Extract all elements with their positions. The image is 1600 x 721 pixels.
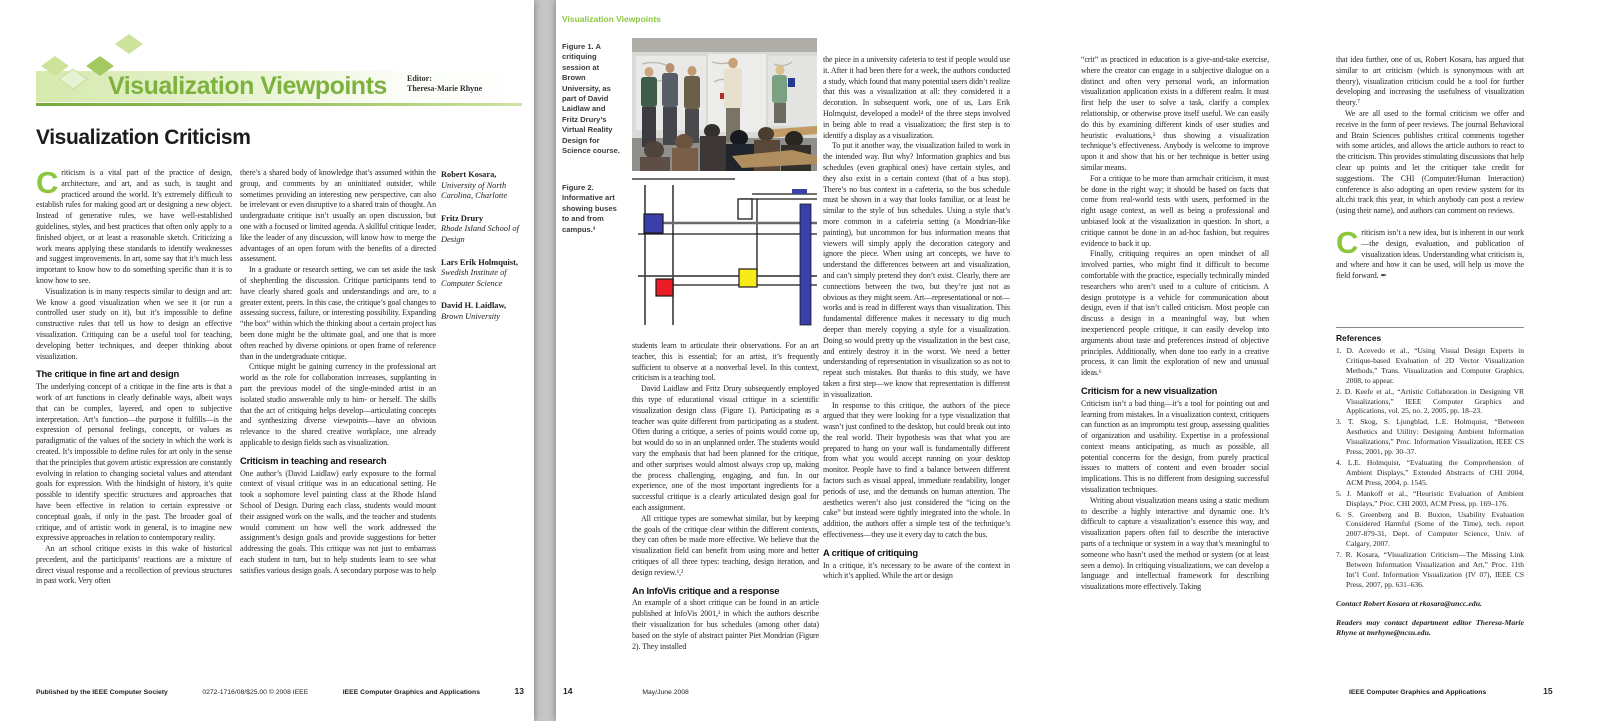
magazine-title: IEEE Computer Graphics and Applications xyxy=(1349,689,1487,696)
references-rule xyxy=(1336,327,1524,328)
page-number: 14 xyxy=(563,686,573,696)
editor-label: Editor: xyxy=(407,74,432,83)
editor-block xyxy=(407,74,482,94)
paragraph: Criticism is a vital part of the practice of design, architecture, and art, and as such, is taught and practiced around the world. It’s extremely difficult to establish rules for making good art or designing a new object. Instead of generative rules, we have well-established guidelines, styles, and best practices that often only apply to a finished object, or at least a reasonable sketch. Criticizing a work means applying these standards to identify weaknesses and suggest improvements. In art, some say that it’s much less important to know how to do something specific than it is to know how to see. xyxy=(36,168,232,285)
author-block xyxy=(441,170,525,202)
publisher-note: Published by the IEEE Computer Society xyxy=(36,689,168,696)
paragraph: All critique types are somewhat similar, but by keeping the goals of the critique clear within the different contexts, they can often be made more effective. We believe that the visualization field can benefit from using more and better critiques of all three types: teaching, design iteration, and design review.¹,² xyxy=(632,513,819,577)
running-head: Visualization Viewpoints xyxy=(562,14,661,24)
reference-item: 3. T. Skog, S. Ljungblad, L.E. Holmquist, “Between Aesthetics and Utility: Designing Ambient Information Visualizations,” Proc. Information Visualization, IEEE CS Press, 2001, pp. 30–37. xyxy=(1336,417,1524,457)
issue-date: May/June 2008 xyxy=(642,689,689,696)
section-heading: Criticism in teaching and research xyxy=(240,454,387,466)
reference-item: 7. R. Kosara, “Visualization Criticism—The Missing Link Between Information Visualization and Art,” Proc. 11th Int’l Conf. Information Visualization (IV 07), IEEE CS Press, 2007, pp. 631–636. xyxy=(1336,550,1524,589)
figure2-caption: Figure 2. Informative art showing buses to and from campus.³ xyxy=(562,183,617,234)
page14-footer xyxy=(563,686,689,696)
section-heading: An InfoVis critique and a response xyxy=(632,584,780,596)
drop-cap: C xyxy=(36,168,59,200)
drop-cap: C xyxy=(1336,224,1359,260)
paragraph: The underlying concept of a critique in the fine arts is that a work of art functions in clearly definable ways, albeit ways that can be complex, layered, and open to subjective interpretation. Art’s function—the purpose it fulfills—is the expression of personal feelings, concepts, or values as paradigmatic of the values of the society in which the work is created. It’s impossible to define rules for art only in the sense that the principles that govern artistic expression are constantly evolving in relation to changing societal values and attendant goals for expression. With the hindsight of history, it’s quite possible to identify specific structures and approaches that have been effective in relation to certain expressive or conceptual goals, if only in the past. The broader goal of critique, and of artistic work in general, is to imagine new expressive approaches in relation to contemporary reality. xyxy=(36,382,232,543)
author-affiliation: Rhode Island School of Design xyxy=(441,224,519,244)
author-affiliation: University of North Carolina, Charlotte xyxy=(441,180,508,201)
paragraph: Critique might be gaining currency in the professional art world as the role for collaboration increases, supplanting in part the previous model of the single-minded artist in an isolated studio answerable only to him- or herself. The skills that the act of critiquing helps develop—articulating concepts and synthesizing diverse viewpoints—have an obvious relevance to the shared creative workplace, one already applicable to design fields such as visualization. xyxy=(240,362,436,447)
figure1-photo xyxy=(632,38,817,171)
paragraph: In a critique, it’s necessary to be aware of the context in which it’s applied. While the art or design xyxy=(823,560,1010,581)
author-name: Fritz Drury xyxy=(441,213,484,223)
closing-paragraph: Criticism isn’t a new idea, but is inherent in our work—the design, evaluation, and publication of visualization ideas. Understanding what criticism is, and where and how it can be used, will help us move the field forward. ✒ xyxy=(1336,224,1524,281)
p14-column-b xyxy=(823,55,1010,665)
author-sidebar xyxy=(441,170,525,335)
paragraph: students learn to articulate their observations. For an art teacher, this is essential; for an artist, it’s frequently sufficient to observe at a nonverbal level. In this context, criticism is a teaching tool. xyxy=(632,341,819,383)
paragraph: that idea further, one of us, Robert Kosara, has argued that similar to art criticism (which is synonymous with art theory), visualization criticism could be a tool for further developing and increasing the usefulness of visualization theory.⁷ xyxy=(1336,55,1524,108)
paragraph: Finally, critiquing requires an open mindset of all involved parties, who might find it difficult to become comfortable with the practice, especially technically minded researchers who aren’t used to a culture of criticism. A design prototype is a vehicle for communication about design, even if that isn’t called criticism. Most people can discuss a design in a meaningful way, but when inexperienced people critique, it can easily develop into arguments about taste and preferences instead of objective principles. Additionally, when done too early in a creative process, it can limit the exploration of new and unusual ideas.⁶ xyxy=(1081,249,1269,378)
author-block xyxy=(441,214,525,246)
page13-footer xyxy=(36,686,524,696)
magazine-title: IEEE Computer Graphics and Applications xyxy=(342,689,480,696)
editor-name: Theresa-Marie Rhyne xyxy=(407,84,483,93)
reference-item: 5. J. Mankoff et al., “Heuristic Evaluation of Ambient Displays,” Proc. CHI 2003, ACM Press, pp. 169–176. xyxy=(1336,488,1524,508)
figure2-art xyxy=(632,177,817,333)
section-heading: The critique in fine art and design xyxy=(36,368,180,380)
paragraph: An art school critique exists in this wake of historical precedent, and the participants’ reactions are a mixture of direct visual response and a recollection of previous structures in past work. Very often xyxy=(36,544,232,586)
reference-item: 2. D. Keefe et al., “Artistic Collaboration in Designing VR Visualizations,” IEEE Computer Graphics and Applications, vol. 25, no. 2, 2005, pp. 18–23. xyxy=(1336,386,1524,416)
paragraph: David Laidlaw and Fritz Drury subsequently employed this type of educational visual critique in a scientific visualization design class (Figure 1). Participating as a teacher was quite different from participating as a student. Often during a critique, a series of points would come up, but would do so in an unplanned order. The students would vary the emphasis that had been planned for the critique, and other surprises would almost always crop up, making the process challenging, engaging, and fun. In our experience, one of the most important ingredients for a successful critique is a clearly articulated design goal for each assignment. xyxy=(632,384,819,512)
section-heading: A critique of critiquing xyxy=(823,546,918,558)
p15-column-d xyxy=(1336,55,1524,323)
paragraph: For a critique to be more than armchair criticism, it must be done in the right way; it should be based on facts that come from real-world tests with users, performed in the right usage context, as well as being a professional and unbiased look at the visualization in question. In short, a critique cannot be done in an ad-hoc fashion, but requires evidence to back it up. xyxy=(1081,173,1269,248)
paragraph: “crit” as practiced in education is a give-and-take exercise, where the creator can engage in a subjective dialogue on a distinct and often very personal work, an information visualization application exists in a different realm. It must first help the user to solve a task, clarify a complex relationship, or otherwise prove itself useful. We can easily do this by examining different kinds of user studies and heuristic evaluations,⁵ thus showing a visualization technique’s effectiveness. Anybody is welcome to improve upon it and show that his or her technique is better using similar means. xyxy=(1081,55,1269,172)
pages-14-15 xyxy=(556,0,1600,721)
page-13 xyxy=(0,0,534,721)
paragraph: In a graduate or research setting, we can set aside the task of shepherding the discussion. Critique participants tend to have clearly shared goals and understandings and are, to a greater extent, peers. In this case, the critique’s goal changes to assessing success, failure, or interesting possibility. Expanding “the box” within which the thinking about a certain project has been done might be the ultimate goal, and one that is more often reached by diverse opinions or open frame of reference than in the undergraduate critique. xyxy=(240,265,436,361)
p14-column-a xyxy=(632,341,819,663)
issn-note: 0272-1716/08/$25.00 © 2008 IEEE xyxy=(202,689,309,696)
page15-footer xyxy=(1349,686,1553,696)
paragraph: One author’s (David Laidlaw) early exposure to the formal context of visual critique was in an educational setting. He took a sophomore level painting class at the Rhode Island School of Design. During each class, students would mount their assigned work on the walls, and the teacher and students would comment on how well the work addressed the assignment’s design goals and provide suggestions for better addressing the goals. This critique was not just to embarrass each student in turn, but to help students learn to see what satisfies various design goals. A secondary purpose was to help xyxy=(240,468,436,575)
section-heading: Criticism for a new visualization xyxy=(1081,384,1218,396)
author-affiliation: Brown University xyxy=(441,311,501,321)
reference-item: 1. D. Acevedo et al., “Using Visual Design Experts in Critique-based Evaluation of 2D Vector Visualization Methods,” Trans. Visualization and Computer Graphics, 2008, to appear. xyxy=(1336,346,1524,385)
author-block xyxy=(441,258,525,290)
article-title: Visualization Criticism xyxy=(36,126,251,149)
reference-item: 6. S. Greenberg and B. Buxton, Usability Evaluation Considered Harmful (Some of the Time), tech. report 2007-879-31, Dept. of Computer Science, Univ. of Calgary, 2007. xyxy=(1336,509,1524,549)
paragraph: the piece in a university cafeteria to test if people would use it. After it had been there for a week, the authors conducted a study, which found that many potential users didn’t realize that this was a visualization at all: they considered it a decoration. In subsequent work, one of us, Lars Erik Holmquist, developed a model⁴ of the three steps involved in being able to read a visualization; the first step is to identify a display as a visualization. xyxy=(823,55,1010,140)
page-number: 15 xyxy=(1543,686,1553,696)
banner-rule xyxy=(36,103,522,106)
department-title: Visualization Viewpoints xyxy=(108,72,387,100)
references-heading: References xyxy=(1336,333,1382,343)
paragraph: Criticism isn’t a bad thing—it’s a tool for pointing out and learning from mistakes. In a visualization context, critiquers can function as an impromptu test group, assessing qualities of organization and usability. Expertise in a professional context means anticipating, as much as possible, all potential concerns for the design, from purely practical issues to matters of content and even broader social implications. This is no different from designing successful visualization techniques. xyxy=(1081,398,1269,495)
p15-column-c xyxy=(1081,55,1269,665)
paragraph: Writing about visualization means using a static medium to describe a highly interactive and dynamic one. It’s difficult to capture a visualization’s essence this way, and visualization papers often fail to describe the interactive parts of a technique or system in a way that’s meaningful to someone who hasn’t used the method or system (or at least seen a demo). In critiquing visualizations, we can develop a language and intellectual framework for describing visualizations more effectively. Taking xyxy=(1081,495,1269,592)
paragraph: there’s a shared body of knowledge that’s assumed within the group, and comments by an uninitiated outsider, while sometimes providing an interesting new perspective, can also be irrelevant or even disruptive to a shared train of thought. An undergraduate critique isn’t usually an open discussion, but one with a focused or limited agenda. A skillful critique leader, like the leader of any discussion, will know how to merge the advantages of an open forum with the benefits of a directed assessment. xyxy=(240,168,436,264)
author-name: Lars Erik Holmquist, xyxy=(441,257,519,267)
paragraph: We are all used to the formal criticism we offer and receive in the form of peer reviews. The journal Behavioral and Brain Sciences publishes critical comments together with some articles, and allows the article authors to react to the criticism. This provides stimulating discussions that help clear up points and let the critiquer take credit for suggestions. The CHI (Computer/Human Interaction) conference is also adopting an open review system for its alt.chi track this year, in which anybody can post a review (using their name), and authors can comment on reviews. xyxy=(1336,108,1524,216)
paragraph: To put it another way, the visualization failed to work in the intended way. But why? Information graphics and bus schedules (even graphical ones) have certain styles, and they also exist in a certain context (that of a bus stop). There’s no bus context in a cafeteria, so the bus schedule must be shown in a way that looks familiar, or at least be similar to the style of bus schedules. Using a style that’s more common in a cafeteria setting (a Mondrian-like painting), but uncommon for bus information means that viewers will simply apply the decoration category and ignore the piece. When using art concepts, we have to understand the differences between art and visualization, and can’t simply pretend they don’t exist. Clearly, there are connections between the two, but they’re just not as obvious as they might seem. Art—representational or not—works and is read in different ways than visualization. This fundamental difference makes it necessary to dig much deeper than merely copying a style for a visualization. Doing so would pretty up the visualization in the best case, and entirely destroy it in the worst. We need a better understanding of representation in visualization so as not to repeat such mistakes. But thanks to this study, we have taken a first step—we know that representation is different in visualization. xyxy=(823,141,1010,399)
readers-note: Readers may contact department editor Theresa-Marie Rhyne at tmrhyne@ncsu.edu. xyxy=(1336,617,1524,637)
figure1-caption: Figure 1. A critiquing session at Brown University, as part of David Laidlaw and Fritz Drury’s Virtual Reality Design for Science course. xyxy=(562,42,620,156)
p13-column-1 xyxy=(36,168,232,686)
paragraph: An example of a short critique can be found in an article published at InfoVis 2001,³ in which the authors describe their visualization for bus schedules (among other data) based on the style of abstract painter Piet Mondrian (Figure 2). They installed xyxy=(632,598,819,651)
paragraph: Visualization is in many respects similar to design and art: We know a good visualization when we see it (or run a controlled user study on it), but it’s impossible to define constructive rules that tell us how to design an effective visualization. Critiquing can be a useful tool for teaching, developing better techniques, and deeper thinking about visualization. xyxy=(36,286,232,361)
p13-column-2 xyxy=(240,168,436,686)
author-affiliation: Swedish Institute of Computer Science xyxy=(441,268,507,288)
author-name: David H. Laidlaw, xyxy=(441,301,507,311)
page-number: 13 xyxy=(514,686,524,696)
paragraph: In response to this critique, the authors of the piece argued that they were looking for a type visualization that wasn’t just confined to the desktop, but could break out into the real world. Their hypothesis was that what you are prepared to hang on your wall is fundamentally different from what you would accept running on your desktop monitor. People have to find a balance between different factors such as visual appeal, immediate readability, longer periods of use, and the demands on human attention. The aesthetics weren’t also just considered the “icing on the cake” but instead were tightly integrated into the whole. In addition, the authors offer a simple test of the technique’s effectiveness—they use it every day to catch the bus. xyxy=(823,400,1010,540)
author-block xyxy=(441,301,525,322)
references-section xyxy=(1336,327,1524,646)
author-name: Robert Kosara, xyxy=(441,170,497,179)
end-of-article-mark: ✒ xyxy=(1380,271,1388,281)
reference-item: 4. L.E. Holmquist, “Evaluating the Comprehension of Ambient Displays,” Extended Abstracts of CHI 2004, ACM Press, 2004, p. 1545. xyxy=(1336,457,1524,487)
contact-note: Contact Robert Kosara at rkosara@uncc.edu. xyxy=(1336,598,1482,608)
